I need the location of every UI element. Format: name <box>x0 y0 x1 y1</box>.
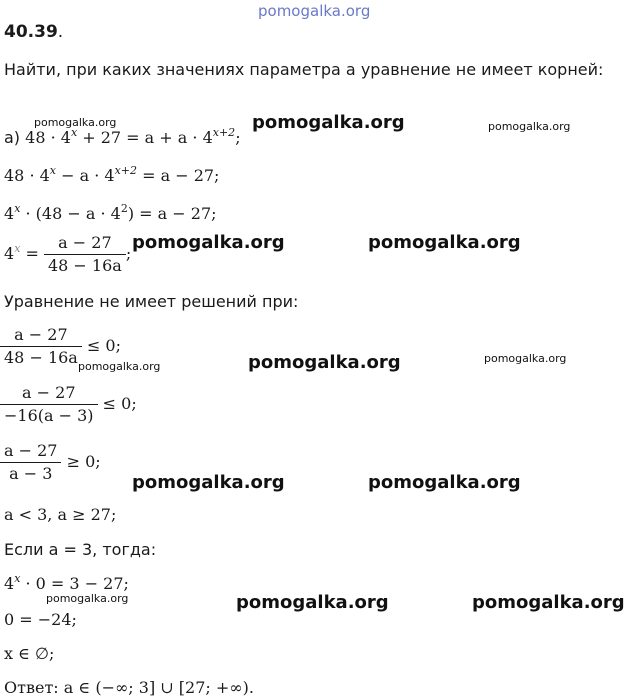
watermark-big: pomogalka.org <box>368 232 521 253</box>
equation-line-4: $4^x$ = $\frac{a - 27}{48 - 16a}$ ; <box>4 233 132 275</box>
if-line: Если a = 3, тогда: <box>4 540 157 559</box>
inequality-2: $\frac{a - 27}{-16(a - 3)}$ ≤ 0; <box>0 382 137 427</box>
watermark-small: pomogalka.org <box>484 352 567 365</box>
watermark-big: pomogalka.org <box>132 232 285 253</box>
problem-statement: Найти, при каких значениях параметра a уравнение не имеет корней: <box>4 60 604 79</box>
check-line-2: 0 = −24; <box>4 610 77 629</box>
solution-line: a < 3, a ≥ 27; <box>4 505 117 524</box>
watermark-small: pomogalka.org <box>46 592 129 605</box>
watermark-big: pomogalka.org <box>368 472 521 493</box>
watermark-big: pomogalka.org <box>132 472 285 493</box>
equation-line-1: а) $48 \cdot 4^x + 27 = a + a \cdot 4^{x+2}$; <box>4 126 241 147</box>
watermark-small: pomogalka.org <box>78 360 161 373</box>
watermark-small: pomogalka.org <box>488 120 571 133</box>
check-line-1: $4^x \cdot 0 = 3 - 27$; <box>4 572 129 593</box>
fraction: $\frac{a - 27}{48 - 16a}$ <box>0 324 82 369</box>
inequality-1: $\frac{a - 27}{48 - 16a}$ ≤ 0; <box>0 324 121 369</box>
watermark-big: pomogalka.org <box>248 352 401 373</box>
equation-line-2: $48 \cdot 4^x - a \cdot 4^{x+2} = a - 27$; <box>4 164 220 185</box>
watermark-top: pomogalka.org <box>258 2 371 20</box>
watermark-small: pomogalka.org <box>34 116 117 129</box>
watermark-big: pomogalka.org <box>472 592 625 613</box>
inequality-3: $\frac{a - 27}{a - 3}$ ≥ 0; <box>0 440 101 485</box>
answer-line: Ответ: a ∈ (−∞; 3] ∪ [27; +∞). <box>4 678 254 697</box>
fraction: $\frac{a - 27}{-16(a - 3)}$ <box>0 382 98 427</box>
problem-number: 40.39. <box>4 22 64 42</box>
fraction: $\frac{a - 27}{a - 3}$ <box>0 440 61 485</box>
equation-line-3: $4^x \cdot (48 - a \cdot 4^2) = a - 27$; <box>4 202 217 223</box>
empty-set-line: x ∈ ∅; <box>4 644 55 663</box>
watermark-big: pomogalka.org <box>236 592 389 613</box>
watermark-big: pomogalka.org <box>252 112 405 133</box>
no-solutions-text: Уравнение не имеет решений при: <box>4 292 299 311</box>
fraction: $\frac{a - 27}{48 - 16a}$ <box>44 232 126 277</box>
